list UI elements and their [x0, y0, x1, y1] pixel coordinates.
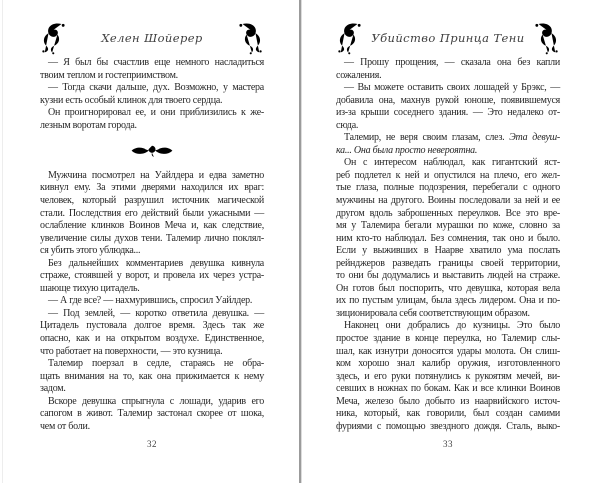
text-line: — Вы можете оставить своих лошадей у Брэкс, —: [344, 82, 560, 94]
text-line: Меча, железо было добыто из наарвийского источ-: [336, 395, 560, 407]
text-line: Цитадель пустовала долгое время. Здесь так же: [40, 320, 264, 332]
corner-flourish-icon: [533, 21, 562, 55]
text-line: севших в ножнах по бокам. Как и все клинки Воинов: [336, 383, 560, 395]
text-line: шающе тихую цитадель.: [40, 282, 140, 294]
text-line: то они бы додумались и выставить людей на страже.: [336, 270, 560, 282]
section-divider-icon: [129, 141, 175, 161]
corner-flourish-icon: [237, 21, 266, 55]
text-line: шал, как изнутри доносятся удары молота. Он слиш-: [336, 345, 560, 357]
corner-flourish-icon: [38, 21, 67, 55]
text-line: мужчины на другого. Воины последовали за ней и ее: [336, 195, 560, 207]
right-page-header: [334, 19, 562, 57]
text-line: ника, который, как говорили, был создан самими: [336, 408, 560, 420]
text-line: зиционировала себя соответствующим образом.: [336, 307, 530, 319]
text-line: фуриями с помощью звездного дождя. Сталь, выко-: [336, 420, 560, 432]
corner-flourish-icon: [334, 21, 363, 55]
text-line: человек, который разрушил источник магической: [40, 195, 264, 207]
text-line: стали. Последствия его действий были ужасными —: [40, 207, 264, 219]
text-line: чем от боли.: [40, 420, 90, 432]
running-title-book: Убийство Принца Тени: [371, 31, 525, 45]
text-line: ослабление клинков Воинов Меча и, как следствие,: [40, 220, 264, 232]
text-line: увеличение силы духов тени. Талемир лично поклял-: [40, 232, 264, 244]
text-line: другом вдоль заброшенных переулков. Все это вре-: [336, 207, 560, 219]
text-line: — Тогда скачи дальше, дух. Возможно, у мастера: [48, 82, 264, 94]
text-line: сюда.: [336, 119, 359, 131]
text-line: сапогом в живот. Талемир застонал скорее от шока,: [40, 408, 264, 420]
page-gutter-line: [299, 0, 301, 483]
page-edge-line: [2, 0, 3, 483]
text-line: ка... Она была просто невероятна.: [336, 144, 478, 156]
text-line: страже, стоявшей у ворот, и провела их через устра-: [40, 270, 264, 282]
text-line: Он готов был поспорить, что девушка, которая вела: [336, 282, 560, 294]
text-line: Вскоре девушка спрыгнула с лошади, ударив его: [48, 395, 264, 407]
text-line: щать внимания на то, как она прижимается к нему: [40, 370, 264, 382]
text-line: — Я был бы счастлив еще немного насладиться: [48, 57, 264, 68]
text-line: рейнджеров разведать границы своей территории,: [336, 257, 560, 269]
text-line: Если у выживших в Наарве хватило ума послать: [336, 245, 560, 257]
right-page-body: [336, 57, 560, 433]
text-line: тые глаза, полные подозрения, перебегали с одного: [336, 182, 560, 194]
text-line: сожаления.: [336, 69, 382, 81]
right-page: [336, 0, 560, 483]
text-line: Он с интересом наблюдал, как гигантский яст-: [344, 157, 560, 169]
text-line: — А где все? — нахмурившись, спросил Уайлдер.: [48, 295, 253, 307]
section-divider: [40, 132, 264, 170]
text-line: Талемир поерзал в седле, стараясь не обра-: [48, 358, 264, 370]
text-line: Талемир, не веря своим глазам, слез. Эта девуш-: [344, 132, 561, 144]
left-page-header: [38, 19, 266, 57]
text-line: добавила она, махнув рукой юноше, появившемуся: [336, 94, 560, 106]
text-line: опасно, как и на открытом воздухе. Единственное,: [40, 333, 264, 345]
text-line: здесь, и его руки потянулись к рукоятям мечей, ви-: [336, 370, 560, 382]
text-line: мя у Талемира бегали мурашки по коже, словно за: [336, 220, 560, 232]
text-line: — Под землей, — коротко ответила девушка. —: [48, 307, 264, 319]
text-line: Мужчина посмотрел на Уайлдера и едва заметно: [48, 169, 264, 181]
text-line: что работает на поверхности, — это кузница.: [40, 345, 223, 357]
text-line: Без дальнейших комментариев девушка кивнула: [48, 257, 264, 269]
text-line: Он проигнорировал ее, и они приблизились к же-: [48, 107, 264, 119]
text-line: реб подлетел к ней и опустился на плечо, его жел-: [336, 169, 560, 181]
text-line: ся убить этого ублюдка...: [40, 245, 141, 257]
text-line: лезным воротам города.: [40, 119, 137, 131]
text-line: простое здание в конце переулка, но Талемир слы-: [336, 333, 560, 345]
text-line: задом.: [40, 383, 66, 395]
page-number-right: 33: [443, 439, 453, 449]
text-line: кивнул ему. За этими дверями находился их враг:: [40, 182, 264, 194]
running-title-author: Хелен Шойерер: [101, 31, 203, 45]
text-line: твоим теплом и гостеприимством.: [40, 69, 178, 81]
left-page: [40, 0, 264, 483]
text-line: из-за крыши соседнего здания. — Это недалеко от-: [336, 107, 560, 119]
text-line: ком хорошо знал калибр оружия, изготовленного: [336, 358, 560, 370]
text-line: ним кто-то наблюдал. Без сомнения, так оно и было.: [336, 232, 560, 244]
page-number-left: 32: [147, 439, 157, 449]
left-page-body: [40, 57, 264, 433]
text-line: их по пустым улицам, была здесь лидером. Она и по-: [336, 295, 560, 307]
text-line: Наконец они добрались до кузницы. Это было: [344, 320, 560, 332]
text-line: кузни есть особый клинок для твоего сердца.: [40, 94, 223, 106]
text-line: — Прошу прощения, — сказала она без капли: [344, 57, 560, 68]
